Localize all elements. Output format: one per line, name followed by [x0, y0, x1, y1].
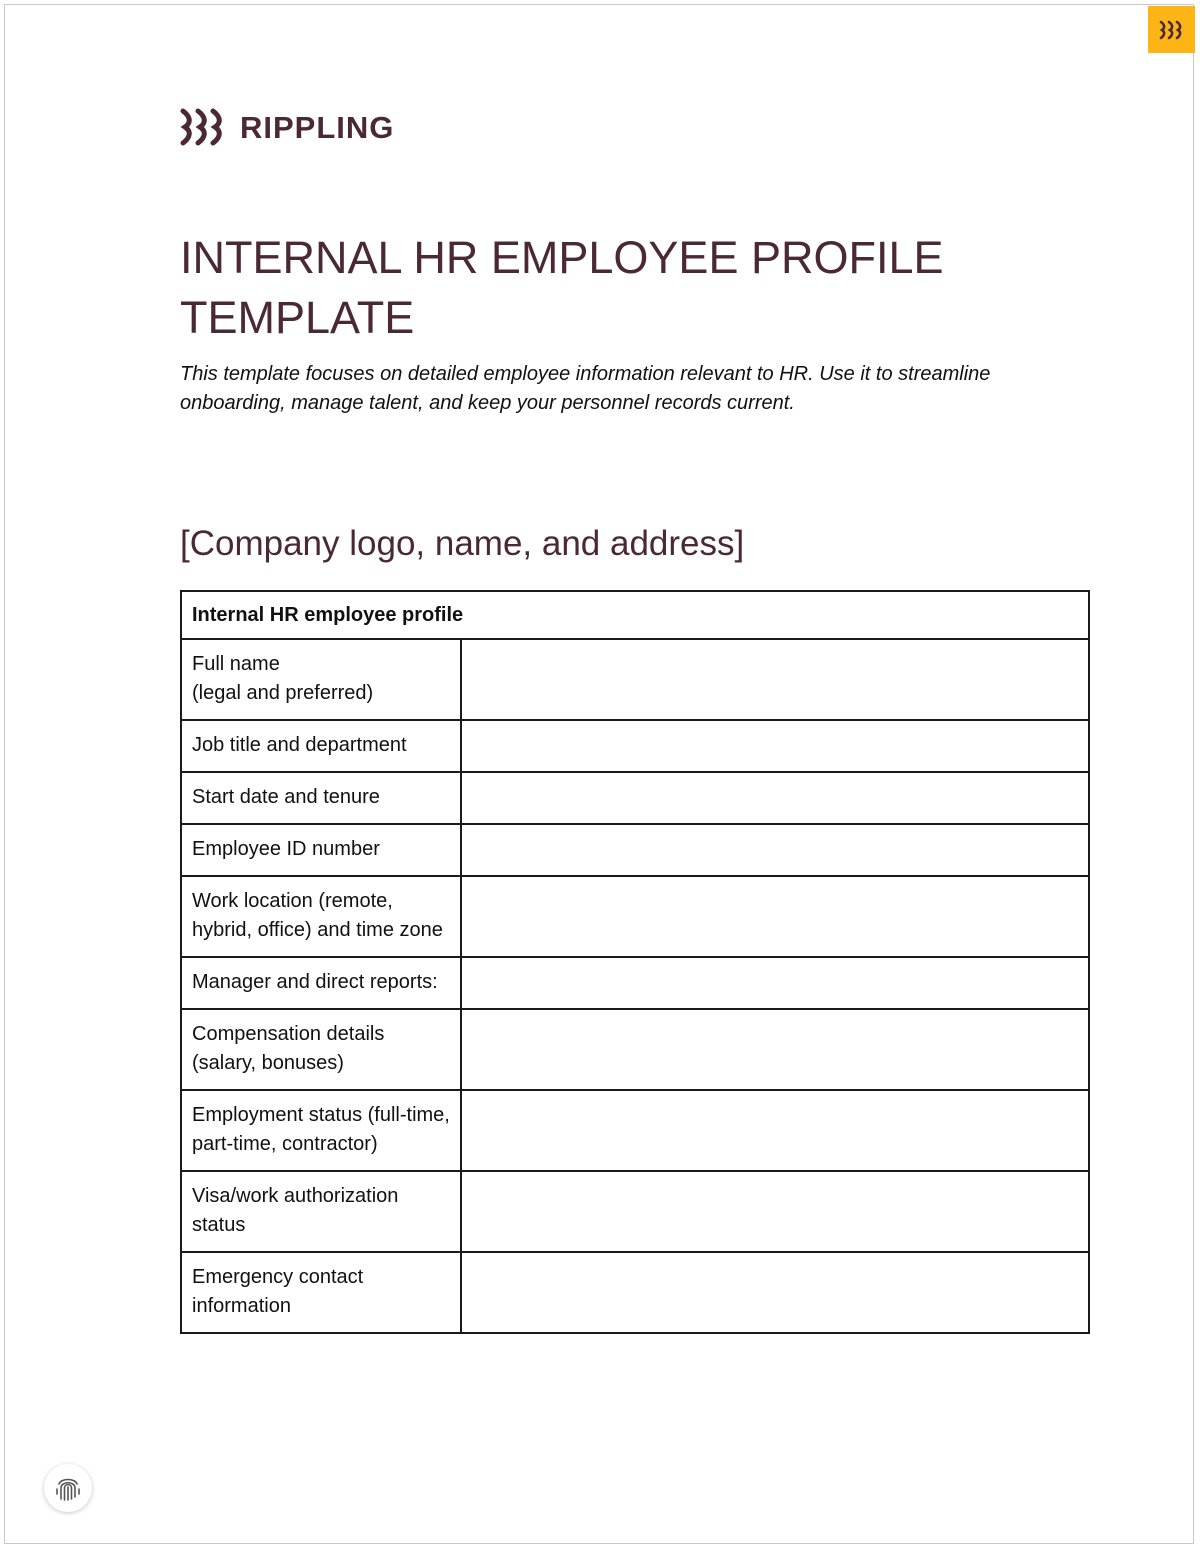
- table-row: [181, 1171, 1089, 1252]
- table-row: [181, 720, 1089, 772]
- row-label-compensation: Compensation details (salary, bonuses): [181, 1009, 461, 1090]
- row-value-manager[interactable]: [461, 957, 1089, 1009]
- row-value-emergency-contact[interactable]: [461, 1252, 1089, 1333]
- row-value-employment-status[interactable]: [461, 1090, 1089, 1171]
- row-label-employment-status: Employment status (full-time, part-time, contractor): [181, 1090, 461, 1171]
- row-value-job-title[interactable]: [461, 720, 1089, 772]
- table-header: Internal HR employee profile: [181, 591, 1089, 639]
- rippling-mark-icon: [1159, 20, 1185, 40]
- row-label-visa-status: Visa/work authorization status: [181, 1171, 461, 1252]
- table-row: [181, 639, 1089, 720]
- row-value-employee-id[interactable]: [461, 824, 1089, 876]
- company-placeholder: [Company logo, name, and address]: [180, 524, 745, 563]
- brand-name: RIPPLING: [240, 109, 395, 145]
- row-value-full-name[interactable]: [461, 639, 1089, 720]
- table-row: [181, 824, 1089, 876]
- rippling-badge[interactable]: [1148, 6, 1195, 53]
- row-value-work-location[interactable]: [461, 876, 1089, 957]
- rippling-mark-icon: [180, 108, 226, 146]
- fingerprint-icon: [53, 1473, 83, 1503]
- row-value-start-date[interactable]: [461, 772, 1089, 824]
- row-value-visa-status[interactable]: [461, 1171, 1089, 1252]
- row-label-work-location: Work location (remote, hybrid, office) and time zone: [181, 876, 461, 957]
- table-row: [181, 1252, 1089, 1333]
- table-row: [181, 1009, 1089, 1090]
- row-label-start-date: Start date and tenure: [181, 772, 461, 824]
- table-row: [181, 876, 1089, 957]
- fingerprint-button[interactable]: [44, 1464, 92, 1512]
- row-label-job-title: Job title and department: [181, 720, 461, 772]
- table-row: [181, 957, 1089, 1009]
- document-subtitle: This template focuses on detailed employee information relevant to HR. Use it to streamline onboarding, manage talent, and keep your personnel records current.: [180, 363, 991, 414]
- row-label-manager: Manager and direct reports:: [181, 957, 461, 1009]
- row-label-full-name: Full name (legal and preferred): [181, 639, 461, 720]
- document-title: INTERNAL HR EMPLOYEE PROFILE TEMPLATE: [180, 232, 944, 343]
- brand-logo: [180, 108, 394, 146]
- row-label-emergency-contact: Emergency contact information: [181, 1252, 461, 1333]
- row-label-employee-id: Employee ID number: [181, 824, 461, 876]
- row-value-compensation[interactable]: [461, 1009, 1089, 1090]
- table-row: [181, 772, 1089, 824]
- table-row: [181, 1090, 1089, 1171]
- table-header-row: [181, 591, 1089, 639]
- employee-profile-table: [180, 590, 1090, 1334]
